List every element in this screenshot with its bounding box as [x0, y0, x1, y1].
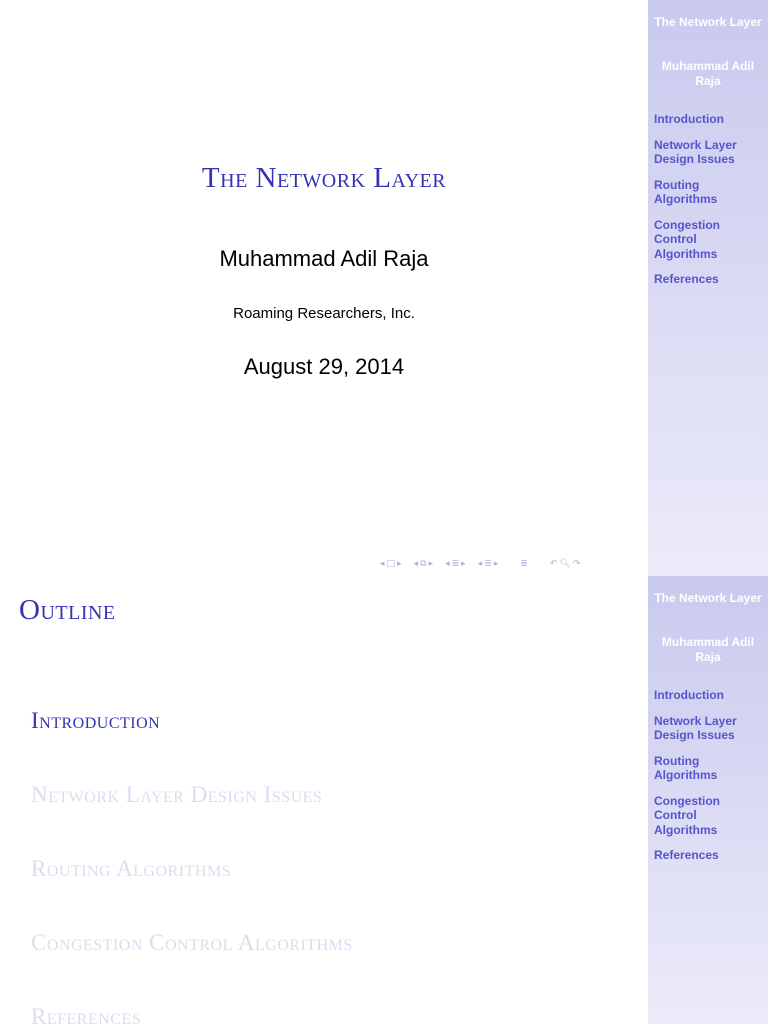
arrow-left-icon[interactable]: ◂	[413, 559, 419, 569]
subsection-icon[interactable]: ⧉	[420, 559, 427, 569]
sidebar-item-references[interactable]: References	[654, 848, 719, 862]
frame-title: Outline	[19, 594, 116, 626]
outline-item-congestion[interactable]: Congestion Control Algorithms	[31, 930, 353, 955]
sidebar	[648, 0, 768, 576]
sidebar-author[interactable]: Muhammad Adil Raja	[661, 635, 755, 664]
sidebar-nav	[654, 112, 764, 298]
sidebar-nav	[654, 688, 764, 874]
search-icon[interactable]: 🔍︎	[559, 559, 571, 569]
outline-slide	[0, 576, 768, 1024]
document-icon[interactable]: ≣	[484, 559, 492, 569]
sidebar-item-routing[interactable]: Routing Algorithms	[654, 753, 718, 782]
align-icon[interactable]: ≣	[520, 559, 528, 569]
slide-main-area	[0, 576, 648, 1024]
outline-item-references[interactable]: References	[31, 1004, 142, 1024]
institute-name: Roaming Researchers, Inc.	[233, 305, 415, 322]
sidebar-title[interactable]: The Network Layer	[654, 591, 762, 605]
sidebar-item-routing[interactable]: Routing Algorithms	[654, 177, 718, 206]
outline-item-design-issues[interactable]: Network Layer Design Issues	[31, 782, 323, 807]
outline-item-introduction[interactable]: Introduction	[31, 708, 161, 733]
sidebar-author[interactable]: Muhammad Adil Raja	[661, 59, 755, 88]
author-name: Muhammad Adil Raja	[219, 246, 429, 271]
sidebar-item-introduction[interactable]: Introduction	[654, 688, 724, 702]
sidebar-title[interactable]: The Network Layer	[654, 15, 762, 29]
sidebar-item-references[interactable]: References	[654, 272, 719, 286]
frame-icon[interactable]: □	[386, 559, 396, 569]
presentation-date: August 29, 2014	[243, 354, 405, 379]
presentation-title: The Network Layer	[201, 162, 447, 194]
navigation-bar	[380, 557, 580, 571]
sidebar-item-introduction[interactable]: Introduction	[654, 112, 724, 126]
sidebar-item-congestion[interactable]: Congestion Control Algorithms	[654, 793, 720, 837]
sidebar-item-design-issues[interactable]: Network Layer Design Issues	[654, 713, 737, 742]
arrow-right-icon[interactable]: ▸	[461, 559, 466, 569]
sidebar-item-design-issues[interactable]: Network Layer Design Issues	[654, 137, 737, 166]
arrow-left-icon[interactable]: ◂	[445, 559, 450, 569]
redo-icon[interactable]: ↷	[572, 559, 581, 569]
sidebar-item-congestion[interactable]: Congestion Control Algorithms	[654, 217, 720, 261]
section-icon[interactable]: ≣	[451, 559, 460, 569]
arrow-left-icon[interactable]: ◂	[380, 559, 385, 569]
undo-icon[interactable]: ↶	[549, 559, 558, 569]
arrow-left-icon[interactable]: ◂	[477, 559, 483, 569]
arrow-right-icon[interactable]: ▸	[397, 559, 402, 569]
slide-main-area	[0, 0, 648, 576]
sidebar	[648, 576, 768, 1024]
outline-item-routing[interactable]: Routing Algorithms	[31, 856, 232, 881]
arrow-right-icon[interactable]: ▸	[428, 559, 434, 569]
arrow-right-icon[interactable]: ▸	[493, 559, 499, 569]
outline-list	[31, 706, 353, 1024]
